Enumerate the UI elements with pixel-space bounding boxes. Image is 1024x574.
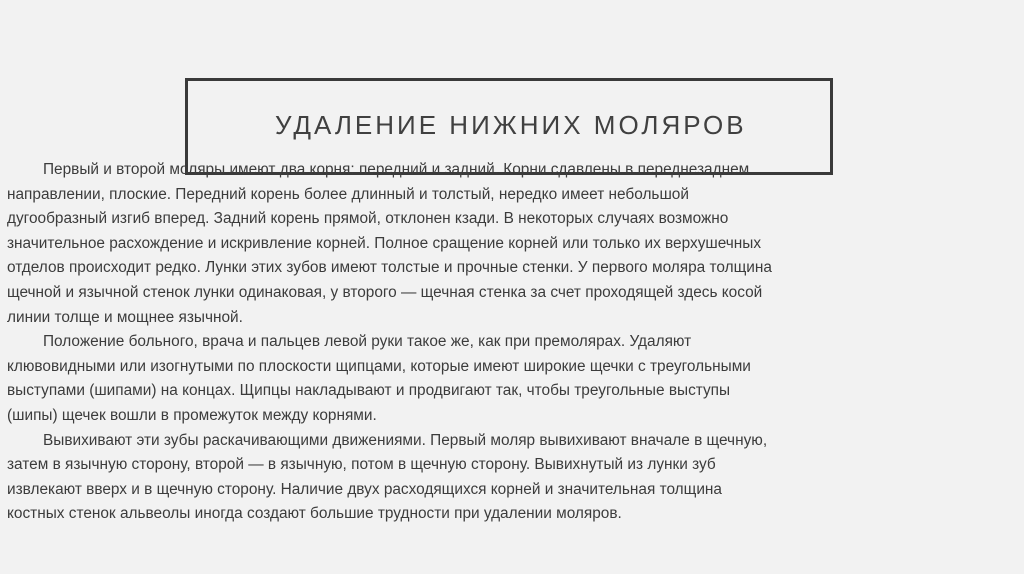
paragraph-line: костных стенок альвеолы иногда создают большие трудности при удалении моляров. — [7, 505, 622, 523]
paragraph-line: (шипы) щечек вошли в промежуток между корнями. — [7, 406, 377, 424]
paragraph-line: отделов происходит редко. Лунки этих зубов имеют толстые и прочные стенки. У первого моляра толщина — [7, 259, 772, 277]
paragraph-line: Положение больного, врача и пальцев левой руки такое же, как при премолярах. Удаляют — [43, 333, 692, 351]
paragraph-line: дугообразный изгиб вперед. Задний корень прямой, отклонен кзади. В некоторых случаях возможно — [7, 210, 729, 228]
paragraph-line: затем в язычную сторону, второй — в язычную, потом в щечную сторону. Вывихнутый из лунки зуб — [7, 456, 716, 474]
paragraph-line: извлекают вверх и в щечную сторону. Наличие двух расходящихся корней и значительная толщина — [7, 480, 722, 498]
paragraph-line: Вывихивают эти зубы раскачивающими движениями. Первый моляр вывихивают вначале в щечную, — [43, 431, 768, 449]
slide-body-text — [7, 158, 1007, 527]
paragraph-line: клювовидными или изогнутыми по плоскости щипцами, которые имеют широкие щечки с треугольными — [7, 357, 751, 375]
paragraph-line: линии толще и мощнее язычной. — [7, 308, 243, 326]
paragraph-line: направлении, плоские. Передний корень более длинный и толстый, нередко имеет небольшой — [7, 185, 689, 203]
slide-title: УДАЛЕНИЕ НИЖНИХ МОЛЯРОВ — [275, 110, 747, 140]
paragraph-line: значительное расхождение и искривление корней. Полное сращение корней или только их верхушечных — [7, 234, 762, 252]
paragraph-line: щечной и язычной стенок лунки одинаковая, у второго — щечная стенка за счет проходящей здесь косой — [7, 283, 763, 301]
paragraph-line: выступами (шипами) на концах. Щипцы накладывают и продвигают так, чтобы треугольные выступы — [7, 382, 731, 400]
paragraph-line: Первый и второй моляры имеют два корня: передний и задний. Корни сдавлены в переднезаднем — [43, 161, 750, 178]
